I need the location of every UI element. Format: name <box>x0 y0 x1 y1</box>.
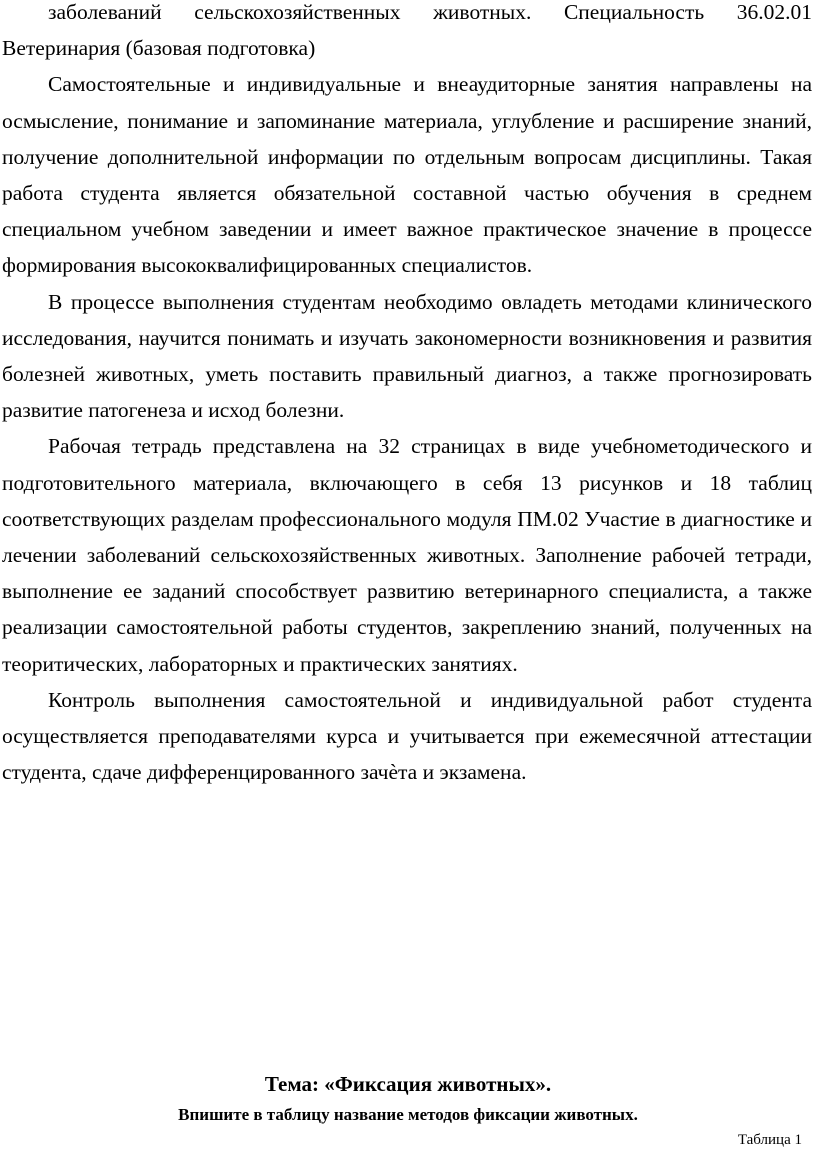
paragraph-independent-work: Самостоятельные и индивидуальные и внеаудиторные занятия направлены на осмысление, понимание и запоминание материала, углубление и расширение знаний, получение дополнительной информации по отдельным вопросам дисциплины. Такая работа студента является обязательной составной частью обучения в среднем специальном учебном заведении и имеет важное практическое значение в процессе формирования высококвалифицированных специалистов. <box>2 72 812 278</box>
table-label: Таблица 1 <box>737 1132 802 1148</box>
paragraph-control: Контроль выполнения самостоятельной и индивидуальной работ студента осуществляется преподавателями курса и учитывается при ежемесячной аттестации студента, сдаче дифференцированного зачѐта и экзамена. <box>2 687 812 785</box>
paragraph-specialty: заболеваний сельскохозяйственных животных. Специальность 36.02.01 Ветеринария (базовая подготовка) <box>2 0 812 61</box>
paragraph-study-process: В процессе выполнения студентам необходимо овладеть методами клинического исследования, научится понимать и изучать закономерности возникновения и развития болезней животных, уметь поставить правильный диагноз, а также прогнозировать развитие патогенеза и исход болезни. <box>2 289 812 423</box>
topic-heading: Тема: «Фиксация животных». <box>264 1072 552 1096</box>
body-text <box>2 0 812 790</box>
paragraph-workbook-description: Рабочая тетрадь представлена на 32 страницах в виде учебнометодического и подготовительного материала, включающего в себя 13 рисунков и 18 таблиц соответствующих разделам профессионального модуля ПМ.02 Участие в диагностике и лечении заболеваний сельскохозяйственных животных. Заполнение рабочей тетради, выполнение ее заданий способствует развитию ветеринарного специалиста, а также реализации самостоятельной работы студентов, закреплению знаний, полученных на теоритических, лабораторных и практических занятиях. <box>2 434 812 676</box>
instruction-text: Впишите в таблицу название методов фиксации животных. <box>178 1105 638 1124</box>
